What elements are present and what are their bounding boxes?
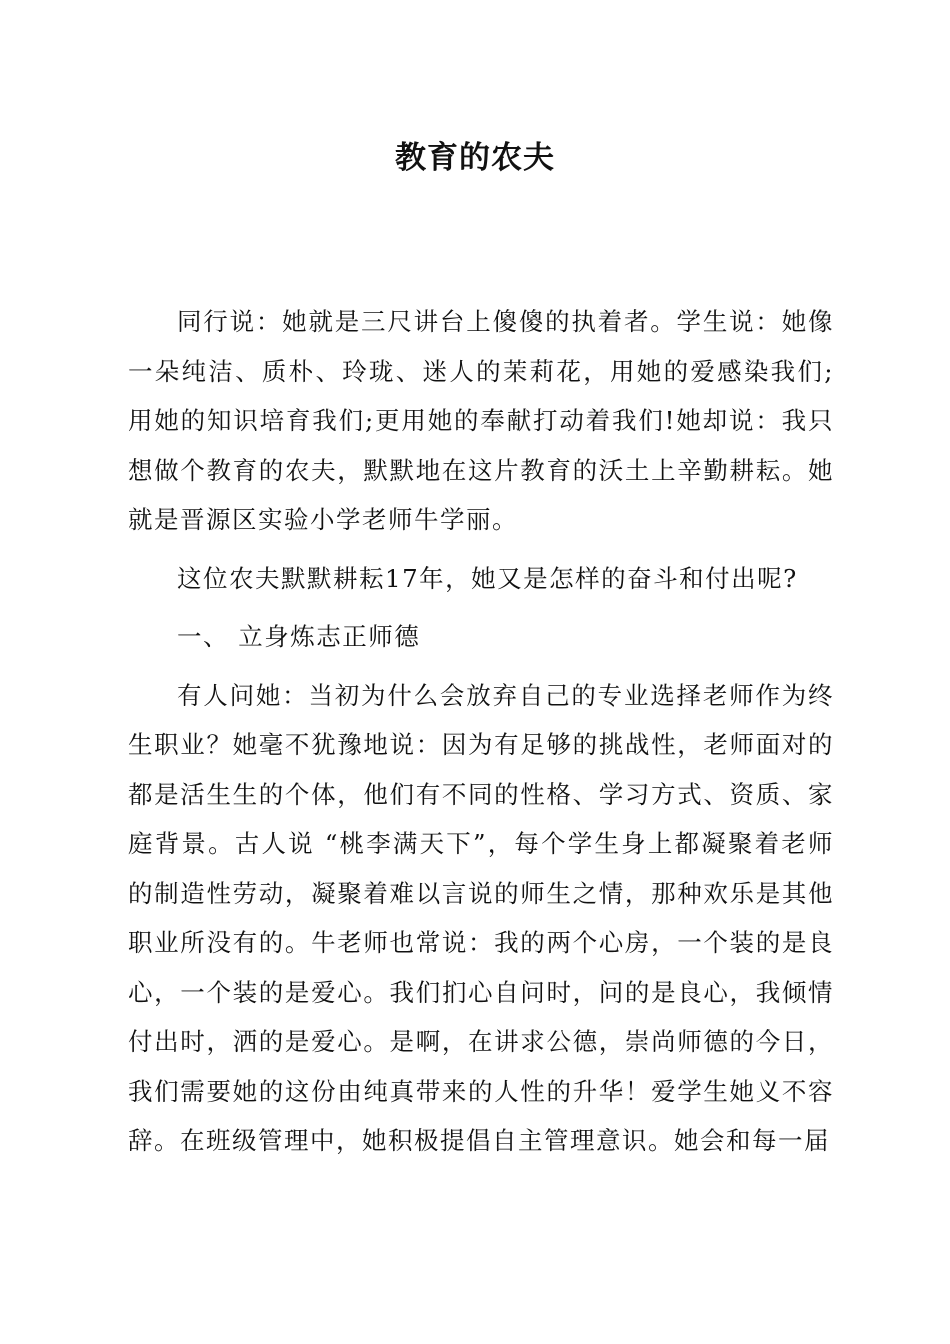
section-heading: 一、 立身炼志正师德 xyxy=(177,622,421,651)
document-body xyxy=(128,297,834,1166)
paragraph-intro: 同行说：她就是三尺讲台上傻傻的执着者。学生说：她像一朵纯洁、质朴、玲珑、迷人的茉莉花，用她的爱感染我们;用她的知识培育我们;更用她的奉献打动着我们!她却说：我只想做个教育的农夫，默默地在这片教育的沃土上辛勤耕耘。她就是晋源区实验小学老师牛学丽。 xyxy=(128,307,834,534)
paragraph-question: 这位农夫默默耕耘17年，她又是怎样的奋斗和付出呢? xyxy=(177,563,798,593)
document-title: 教育的农夫 xyxy=(395,140,555,176)
paragraph-body: 有人问她：当初为什么会放弃自己的专业选择老师作为终生职业？她毫不犹豫地说：因为有足够的挑战性，老师面对的都是活生生的个体，他们有不同的性格、学习方式、资质、家庭背景。古人说 “桃李满天下”，每个学生身上都凝聚着老师的制造性劳动，凝聚着难以言说的师生之情，那种欢乐是其他职业所没有的。牛老师也常说：我的两个心房，一个装的是良心，一个装的是爱心。我们扪心自问时，问的是良心，我倾情付出时，洒的是爱心。是啊，在讲求公德，崇尚师德的今日，我们需要她的这份由纯真带来的人性的升华！爱学生她义不容辞。在班级管理中，她积极提倡自主管理意识。她会和每一届 xyxy=(128,680,834,1155)
